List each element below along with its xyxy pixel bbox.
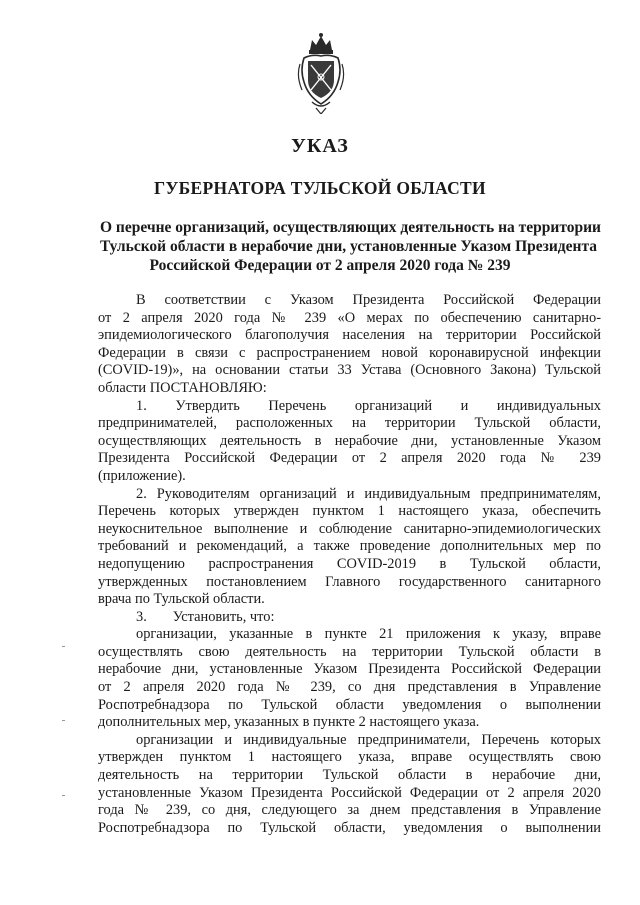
body-line: утвержденных постановлением Главного государственного санитарного <box>98 573 601 590</box>
body-line: (приложение). <box>98 467 186 484</box>
body-line: требований и рекомендаций, а также проведение дополнительных мер по <box>98 538 601 555</box>
issuer-title: ГУБЕРНАТОРА ТУЛЬСКОЙ ОБЛАСТИ <box>154 178 486 198</box>
item-number: 3. <box>136 608 147 625</box>
body-line: В соответствии с Указом Президента Российской Федерации <box>136 292 601 308</box>
body-line: (COVID-19)», на основании статьи 33 Устава (Основного Закона) Тульской <box>98 362 601 379</box>
body-line: Президента Российской Федерации от 2 апреля 2020 года № 239 <box>98 450 601 467</box>
body-line: 2. Руководителям организаций и индивидуальным предпринимателям, <box>136 485 601 502</box>
heading-line: Тульской области в нерабочие дни, установленные Указом Президента <box>100 238 597 255</box>
margin-mark <box>62 720 65 721</box>
decree-heading <box>100 218 601 275</box>
body-line: осуществляющих деятельность в нерабочие дни, установленные Указом <box>98 432 601 449</box>
coat-of-arms-emblem <box>296 30 346 114</box>
body-line: предпринимателей, расположенных на территории Тульской области, <box>98 415 601 432</box>
margin-mark <box>62 646 65 647</box>
heading-line: Российской Федерации от 2 апреля 2020 года № 239 <box>149 257 511 274</box>
body-line: года № 239, со дня, следующего за днем представления в Управление <box>98 802 601 819</box>
body-line: Роспотребнадзора по Тульской области уведомления о выполнении <box>98 696 601 713</box>
body-line: нерабочие дни, установленные Указом Президента Российской Федерации <box>98 661 601 678</box>
document-title: УКАЗ <box>291 135 349 157</box>
body-line: от 2 апреля 2020 года № 239 «О мерах по обеспечению санитарно- <box>98 309 601 326</box>
body-line: дополнительных мер, указанных в пункте 2 настоящего указа. <box>98 714 480 731</box>
body-line: области ПОСТАНОВЛЯЮ: <box>98 379 267 396</box>
body-line <box>98 609 601 627</box>
body-line: эпидемиологического благополучия населения на территории Российской <box>98 327 601 344</box>
body-line: организации, указанные в пункте 21 приложения к указу, вправе <box>136 626 601 643</box>
body-line: утвержден пунктом 1 настоящего указа, вправе осуществлять свою <box>98 749 601 766</box>
body-line: деятельность на территории Тульской области в нерабочие дни, <box>98 767 601 784</box>
body-line: недопущению распространения COVID-2019 в Тульской области, <box>98 555 601 572</box>
body-line: от 2 апреля 2020 года № 239, со дня представления в Управление <box>98 679 601 696</box>
body-line: неукоснительное выполнение и соблюдение санитарно-эпидемиологических <box>98 520 601 537</box>
margin-mark <box>62 795 65 796</box>
item-text: Установить, что: <box>172 608 275 625</box>
heading-line: О перечне организаций, осуществляющих деятельность на территории <box>100 219 601 236</box>
body-line: организации и индивидуальные предприниматели, Перечень которых <box>136 731 601 748</box>
body-line: Федерации в связи с распространением новой коронавирусной инфекции <box>98 344 601 361</box>
body-line: установленные Указом Президента Российской Федерации от 2 апреля 2020 <box>98 784 601 801</box>
body-line: врача по Тульской области. <box>98 591 265 608</box>
decree-body <box>98 292 601 837</box>
body-line: Перечень которых утвержден пунктом 1 настоящего указа, обеспечить <box>98 503 601 520</box>
body-line: Роспотребнадзора по Тульской области, уведомления о выполнении <box>98 819 601 836</box>
body-line: 1. Утвердить Перечень организаций и индивидуальных <box>136 397 601 414</box>
body-line: осуществлять свою деятельность на территории Тульской области в <box>98 643 601 660</box>
